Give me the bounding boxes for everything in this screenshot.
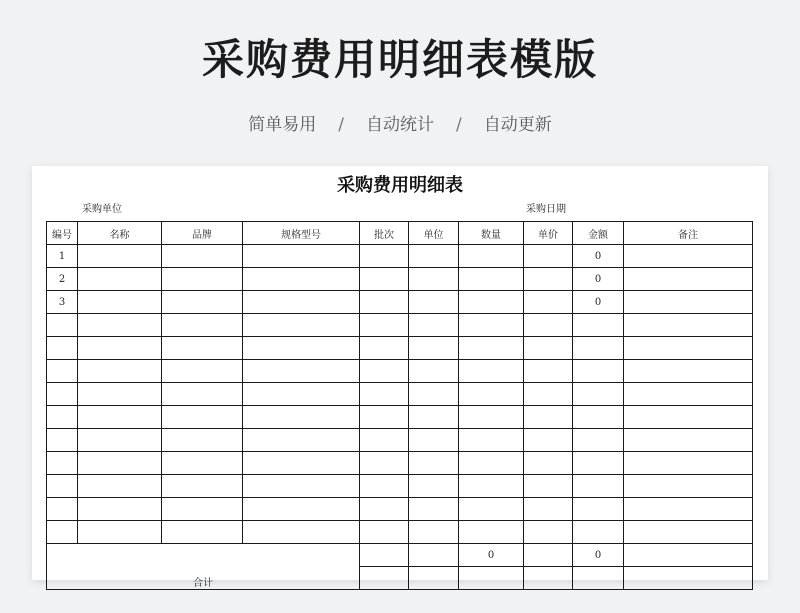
table-cell[interactable] [524,360,573,383]
table-cell[interactable] [459,406,524,429]
table-cell[interactable] [47,452,78,475]
table-cell[interactable] [624,452,753,475]
purchase-date-label: 采购日期 [526,204,566,215]
col-header-name: 名称 [78,222,162,245]
col-header-price: 单价 [524,222,573,245]
table-cell[interactable] [78,245,162,268]
table-cell[interactable] [624,245,753,268]
table-cell[interactable] [78,498,162,521]
table-cell[interactable] [624,498,753,521]
table-cell[interactable]: 0 [573,268,624,291]
table-row [47,245,753,268]
table-cell[interactable] [409,452,459,475]
table-cell[interactable] [409,429,459,452]
table-cell[interactable] [78,429,162,452]
feature-list [0,112,800,138]
table-body [47,245,753,544]
table-row [47,337,753,360]
table-cell[interactable] [524,268,573,291]
total-cell [409,544,459,567]
col-header-amount: 金额 [573,222,624,245]
total-cell [524,544,573,567]
table-cell[interactable] [459,383,524,406]
table-cell[interactable] [459,452,524,475]
table-row [47,268,753,291]
sheet-title: 采购费用明细表 [337,175,463,196]
table-cell[interactable] [243,498,360,521]
table-cell[interactable] [524,245,573,268]
total-row [47,544,753,567]
table-row [47,383,753,406]
table-cell[interactable] [47,337,78,360]
table-cell[interactable] [409,406,459,429]
table-cell[interactable] [459,360,524,383]
table-cell[interactable] [524,498,573,521]
table-cell[interactable] [360,498,409,521]
total-cell [360,544,409,567]
table-cell[interactable] [409,337,459,360]
table-cell[interactable]: 0 [573,245,624,268]
table-cell[interactable] [573,498,624,521]
table-row [47,498,753,521]
table-cell[interactable] [47,475,78,498]
separator: / [338,115,344,135]
table-cell[interactable] [47,498,78,521]
table-cell[interactable] [409,245,459,268]
feature-easy: 简单易用 [248,115,317,135]
table-cell[interactable] [624,475,753,498]
table-cell[interactable] [162,360,243,383]
table-cell[interactable] [78,406,162,429]
table-cell[interactable] [524,406,573,429]
table-cell[interactable] [78,268,162,291]
table-cell[interactable] [360,360,409,383]
table-cell[interactable] [162,475,243,498]
table-cell[interactable] [243,245,360,268]
table-cell[interactable] [459,429,524,452]
table-cell[interactable] [78,383,162,406]
table-cell[interactable] [162,383,243,406]
table-cell[interactable] [243,268,360,291]
total-cell [360,567,409,590]
table-cell[interactable] [360,291,409,314]
table-cell[interactable] [243,406,360,429]
table-cell[interactable] [243,314,360,337]
expense-table [46,221,753,590]
table-cell[interactable] [360,314,409,337]
table-cell[interactable] [409,360,459,383]
table-cell[interactable] [624,360,753,383]
total-cell [409,567,459,590]
table-row [47,314,753,337]
table-cell[interactable] [162,268,243,291]
table-row [47,475,753,498]
table-cell[interactable] [524,291,573,314]
table-cell[interactable] [459,475,524,498]
table-cell[interactable] [624,291,753,314]
table-cell[interactable] [47,314,78,337]
purchase-unit-label: 采购单位 [82,204,122,215]
table-cell[interactable] [243,429,360,452]
table-cell[interactable] [459,291,524,314]
table-cell[interactable] [409,383,459,406]
table-row [47,291,753,314]
table-cell[interactable] [459,314,524,337]
total-cell [459,567,524,590]
table-cell[interactable] [360,383,409,406]
page-title: 采购费用明细表模版 [201,35,598,84]
table-cell[interactable] [243,521,360,544]
table-cell[interactable] [162,521,243,544]
total-cell [573,567,624,590]
table-cell[interactable] [78,521,162,544]
table-cell[interactable] [243,475,360,498]
table-cell[interactable] [524,429,573,452]
table-cell[interactable] [524,521,573,544]
table-cell[interactable] [573,429,624,452]
table-cell[interactable] [243,452,360,475]
table-cell[interactable] [243,383,360,406]
table-row [47,429,753,452]
table-cell[interactable]: 3 [47,291,78,314]
table-cell[interactable] [459,521,524,544]
table-cell[interactable] [47,521,78,544]
table-cell[interactable] [78,452,162,475]
table-cell[interactable] [360,521,409,544]
col-header-spec: 规格型号 [243,222,360,245]
table-cell[interactable] [360,452,409,475]
feature-auto-update: 自动更新 [483,115,552,135]
spreadsheet-preview [32,166,768,589]
table-cell[interactable] [78,475,162,498]
table-cell[interactable] [524,475,573,498]
table-cell[interactable] [459,498,524,521]
table-cell[interactable] [624,314,753,337]
total-cell [524,567,573,590]
total-amount: 0 [573,544,624,567]
table-header-row [47,222,753,245]
table-cell[interactable] [573,475,624,498]
table-cell[interactable] [524,452,573,475]
col-header-no: 编号 [47,222,78,245]
table-cell[interactable]: 1 [47,245,78,268]
col-header-remarks: 备注 [624,222,753,245]
table-cell[interactable] [409,475,459,498]
table-cell[interactable] [524,383,573,406]
col-header-quantity: 数量 [459,222,524,245]
table-cell[interactable] [624,521,753,544]
table-cell[interactable] [47,429,78,452]
table-cell[interactable] [573,521,624,544]
table-cell[interactable] [459,268,524,291]
table-cell[interactable] [162,452,243,475]
table-cell[interactable] [624,383,753,406]
total-cell [624,544,753,567]
table-cell[interactable] [162,291,243,314]
table-cell[interactable] [162,245,243,268]
table-cell[interactable] [47,383,78,406]
table-cell[interactable] [573,383,624,406]
table-cell[interactable] [409,521,459,544]
total-cell [624,567,753,590]
table-cell[interactable] [360,429,409,452]
table-cell[interactable] [78,337,162,360]
table-cell[interactable] [573,452,624,475]
table-row [47,406,753,429]
table-cell[interactable] [573,406,624,429]
table-cell[interactable] [162,337,243,360]
col-header-unit: 单位 [409,222,459,245]
table-cell[interactable] [78,360,162,383]
feature-auto-stats: 自动统计 [366,115,434,135]
table-cell[interactable] [360,337,409,360]
table-cell[interactable] [624,337,753,360]
table-row [47,521,753,544]
table-cell[interactable] [573,337,624,360]
table-cell[interactable] [624,429,753,452]
table-row [47,452,753,475]
table-cell[interactable] [409,268,459,291]
col-header-batch: 批次 [360,222,409,245]
table-cell[interactable] [162,498,243,521]
separator: / [456,115,462,135]
table-cell[interactable] [459,337,524,360]
table-cell[interactable] [409,291,459,314]
table-cell[interactable] [524,314,573,337]
table-cell[interactable] [243,337,360,360]
table-cell[interactable] [162,314,243,337]
table-cell[interactable] [360,245,409,268]
total-quantity: 0 [459,544,524,567]
table-cell[interactable]: 0 [573,291,624,314]
table-cell[interactable] [78,291,162,314]
table-cell[interactable] [409,498,459,521]
table-cell[interactable] [360,268,409,291]
table-cell[interactable] [573,314,624,337]
table-cell[interactable] [360,406,409,429]
table-cell[interactable] [162,429,243,452]
table-cell[interactable] [524,337,573,360]
table-cell[interactable] [409,314,459,337]
table-cell[interactable]: 2 [47,268,78,291]
col-header-brand: 品牌 [162,222,243,245]
total-label: 合计 [47,544,360,590]
table-cell[interactable] [78,314,162,337]
table-cell[interactable] [624,406,753,429]
table-row [47,360,753,383]
table-cell[interactable] [243,360,360,383]
table-cell[interactable] [243,291,360,314]
table-cell[interactable] [47,406,78,429]
table-cell[interactable] [162,406,243,429]
table-cell[interactable] [459,245,524,268]
table-cell[interactable] [360,475,409,498]
table-cell[interactable] [624,268,753,291]
table-cell[interactable] [573,360,624,383]
table-cell[interactable] [47,360,78,383]
